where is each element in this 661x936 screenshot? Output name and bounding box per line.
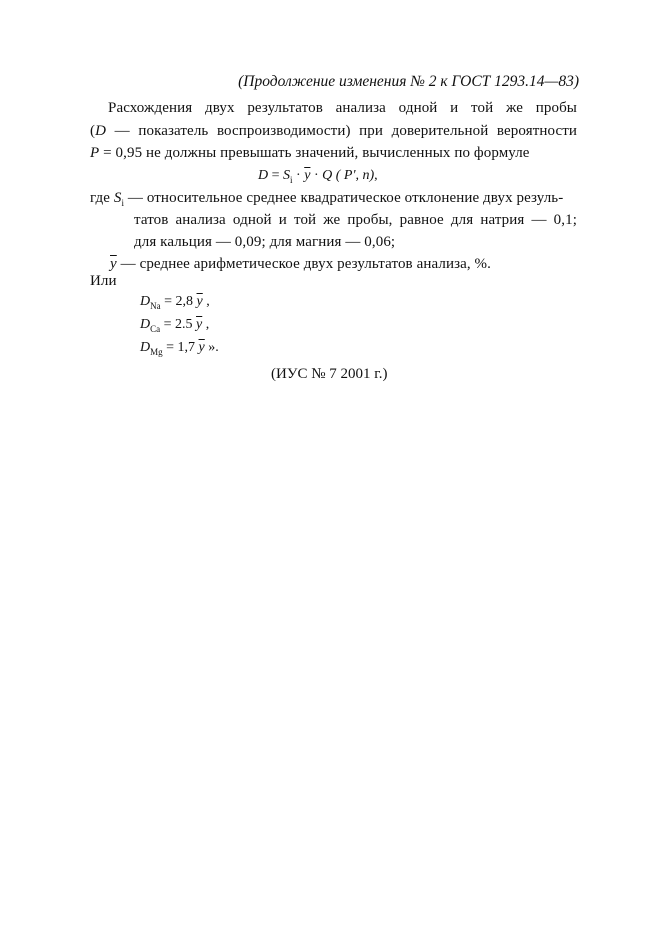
paragraph-text: (D — показатель воспроизводимости) при доверительной вероятности (90, 123, 577, 139)
formula-na: $D_{Na} = 2,8$ $\overline{y}$ , (140, 294, 210, 311)
paragraph-text: = 0,95 не должны превышать значений, вычисленных по формуле (99, 145, 530, 161)
where-line-1: где $S_i$ — относительное среднее квадратическое отклонение двух резуль- (90, 190, 564, 208)
variable-p: P (90, 145, 100, 161)
paragraph-line-3 (90, 145, 530, 162)
main-formula: $D = S_i \cdot \overline{y} \cdot Q$ ( P', n), (258, 168, 378, 185)
paragraph-line-1 (108, 100, 577, 117)
reference-note: (ИУС № 7 2001 г.) (271, 366, 388, 382)
or-label: Или (90, 273, 117, 289)
formula-ca: $D_{Ca} = 2.5$ $\overline{y}$ , (140, 317, 210, 334)
where-line-2: татов анализа одной и той же пробы, равное для натрия — 0,1; (134, 212, 577, 228)
where-line-3: для кальция — 0,09; для магния — 0,06; (134, 234, 396, 250)
paragraph-text: Расхождения двух результатов анализа одной и той же пробы (108, 100, 577, 116)
formula-mg: $D_{Mg} = 1,7$ $\overline{y}$ ». (140, 340, 219, 357)
paragraph-line-2 (90, 123, 577, 140)
page-header: (Продолжение изменения № 2 к ГОСТ 1293.14—83) (238, 73, 579, 90)
y-definition: $\overline{y}$ — среднее арифметическое двух результатов анализа, %. (110, 256, 492, 272)
